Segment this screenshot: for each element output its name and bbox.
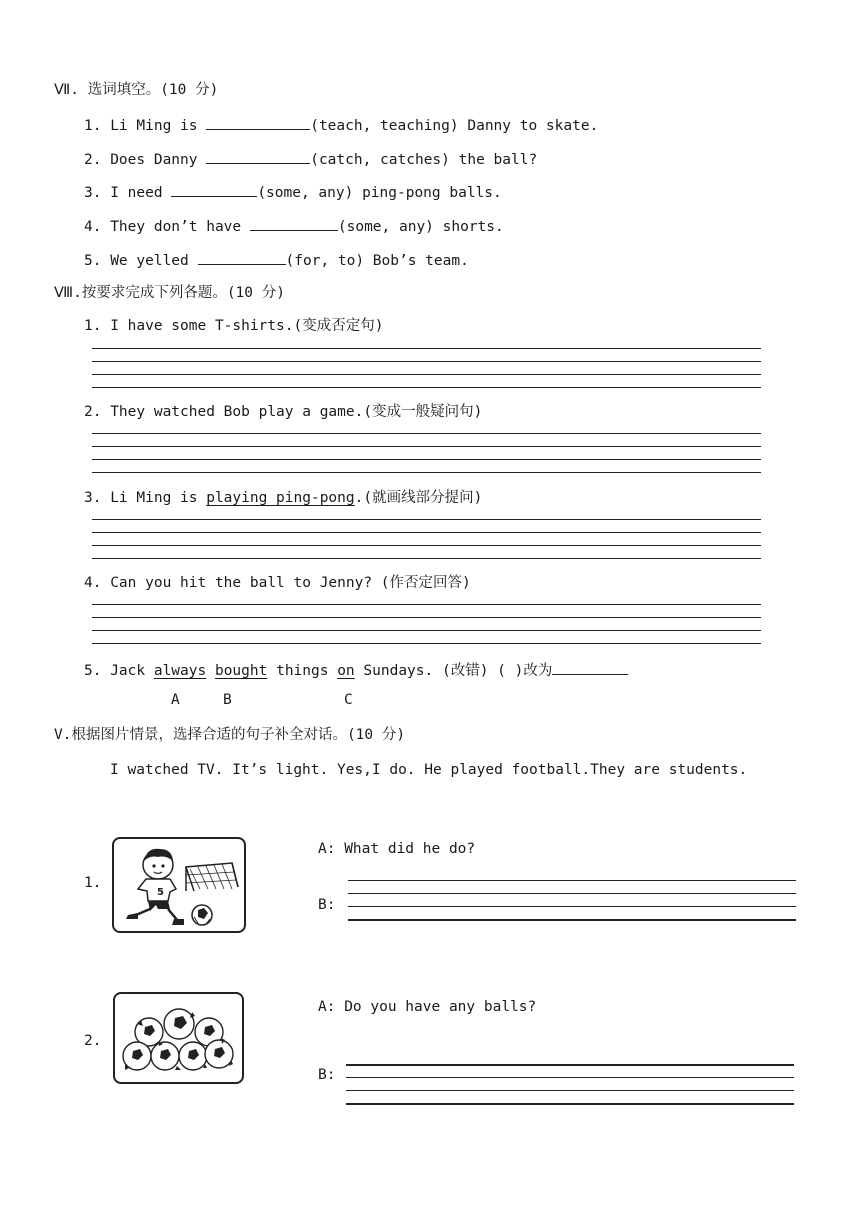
answer-blank-1[interactable]	[206, 115, 310, 130]
rewrite-question-1: 1. I have some T-shirts.(变成否定句)	[84, 318, 384, 334]
section-5-title: V.根据图片情景，选择合适的句子补全对话。(10 分)	[54, 727, 406, 743]
fill-item-4: 4. They don’t have (some, any) shorts.	[84, 216, 504, 236]
error-option-a: always	[153, 663, 207, 679]
correction-blank[interactable]	[552, 660, 628, 675]
section-7-title: Ⅶ. 选词填空。(10 分)	[54, 82, 219, 98]
fill-item-2: 2. Does Danny (catch, catches) the ball?	[84, 149, 537, 169]
answer-blank-4[interactable]	[250, 216, 338, 231]
section-8-title: Ⅷ.按要求完成下列各题。(10 分)	[54, 285, 285, 301]
boy-football-icon	[114, 839, 244, 931]
answer-blank-5[interactable]	[198, 250, 286, 265]
rewrite-question-3: 3. Li Ming is playing ping-pong.(就画线部分提问)	[84, 490, 483, 506]
answer-blank-3[interactable]	[171, 182, 257, 197]
dialog-number-1: 1.	[84, 875, 102, 891]
rewrite-question-5: 5. Jack always bought things on Sundays. (改错) ( )改为	[84, 660, 628, 680]
dialog-2-question: A: Do you have any balls?	[318, 999, 537, 1015]
dialog-2-answer-label: B:	[318, 1067, 336, 1083]
error-option-b: bought	[214, 663, 268, 679]
rewrite-question-2: 2. They watched Bob play a game.(变成一般疑问句)	[84, 404, 483, 420]
dialog-number-2: 2.	[84, 1033, 102, 1049]
fill-item-1: 1. Li Ming is (teach, teaching) Danny to skate.	[84, 115, 598, 135]
pile-of-footballs-illustration	[113, 992, 244, 1084]
underlined-phrase: playing ping-pong	[206, 490, 355, 506]
footballs-icon	[115, 994, 242, 1082]
fill-item-5: 5. We yelled (for, to) Bob’s team.	[84, 250, 469, 270]
svg-text:5: 5	[157, 887, 164, 898]
option-letter-c: C	[344, 692, 353, 708]
rewrite-question-4: 4. Can you hit the ball to Jenny? (作否定回答)	[84, 575, 471, 591]
error-option-c: on	[337, 663, 355, 679]
dialog-1-question: A: What did he do?	[318, 841, 476, 857]
dialog-1-answer-label: B:	[318, 897, 336, 913]
sentence-options: I watched TV. It’s light. Yes,I do. He played football.They are students.	[110, 762, 748, 778]
answer-blank-2[interactable]	[206, 149, 310, 164]
fill-item-3: 3. I need (some, any) ping-pong balls.	[84, 182, 502, 202]
option-letter-a: A	[171, 692, 180, 708]
boy-kicking-football-illustration	[112, 837, 246, 933]
option-letter-b: B	[223, 692, 232, 708]
